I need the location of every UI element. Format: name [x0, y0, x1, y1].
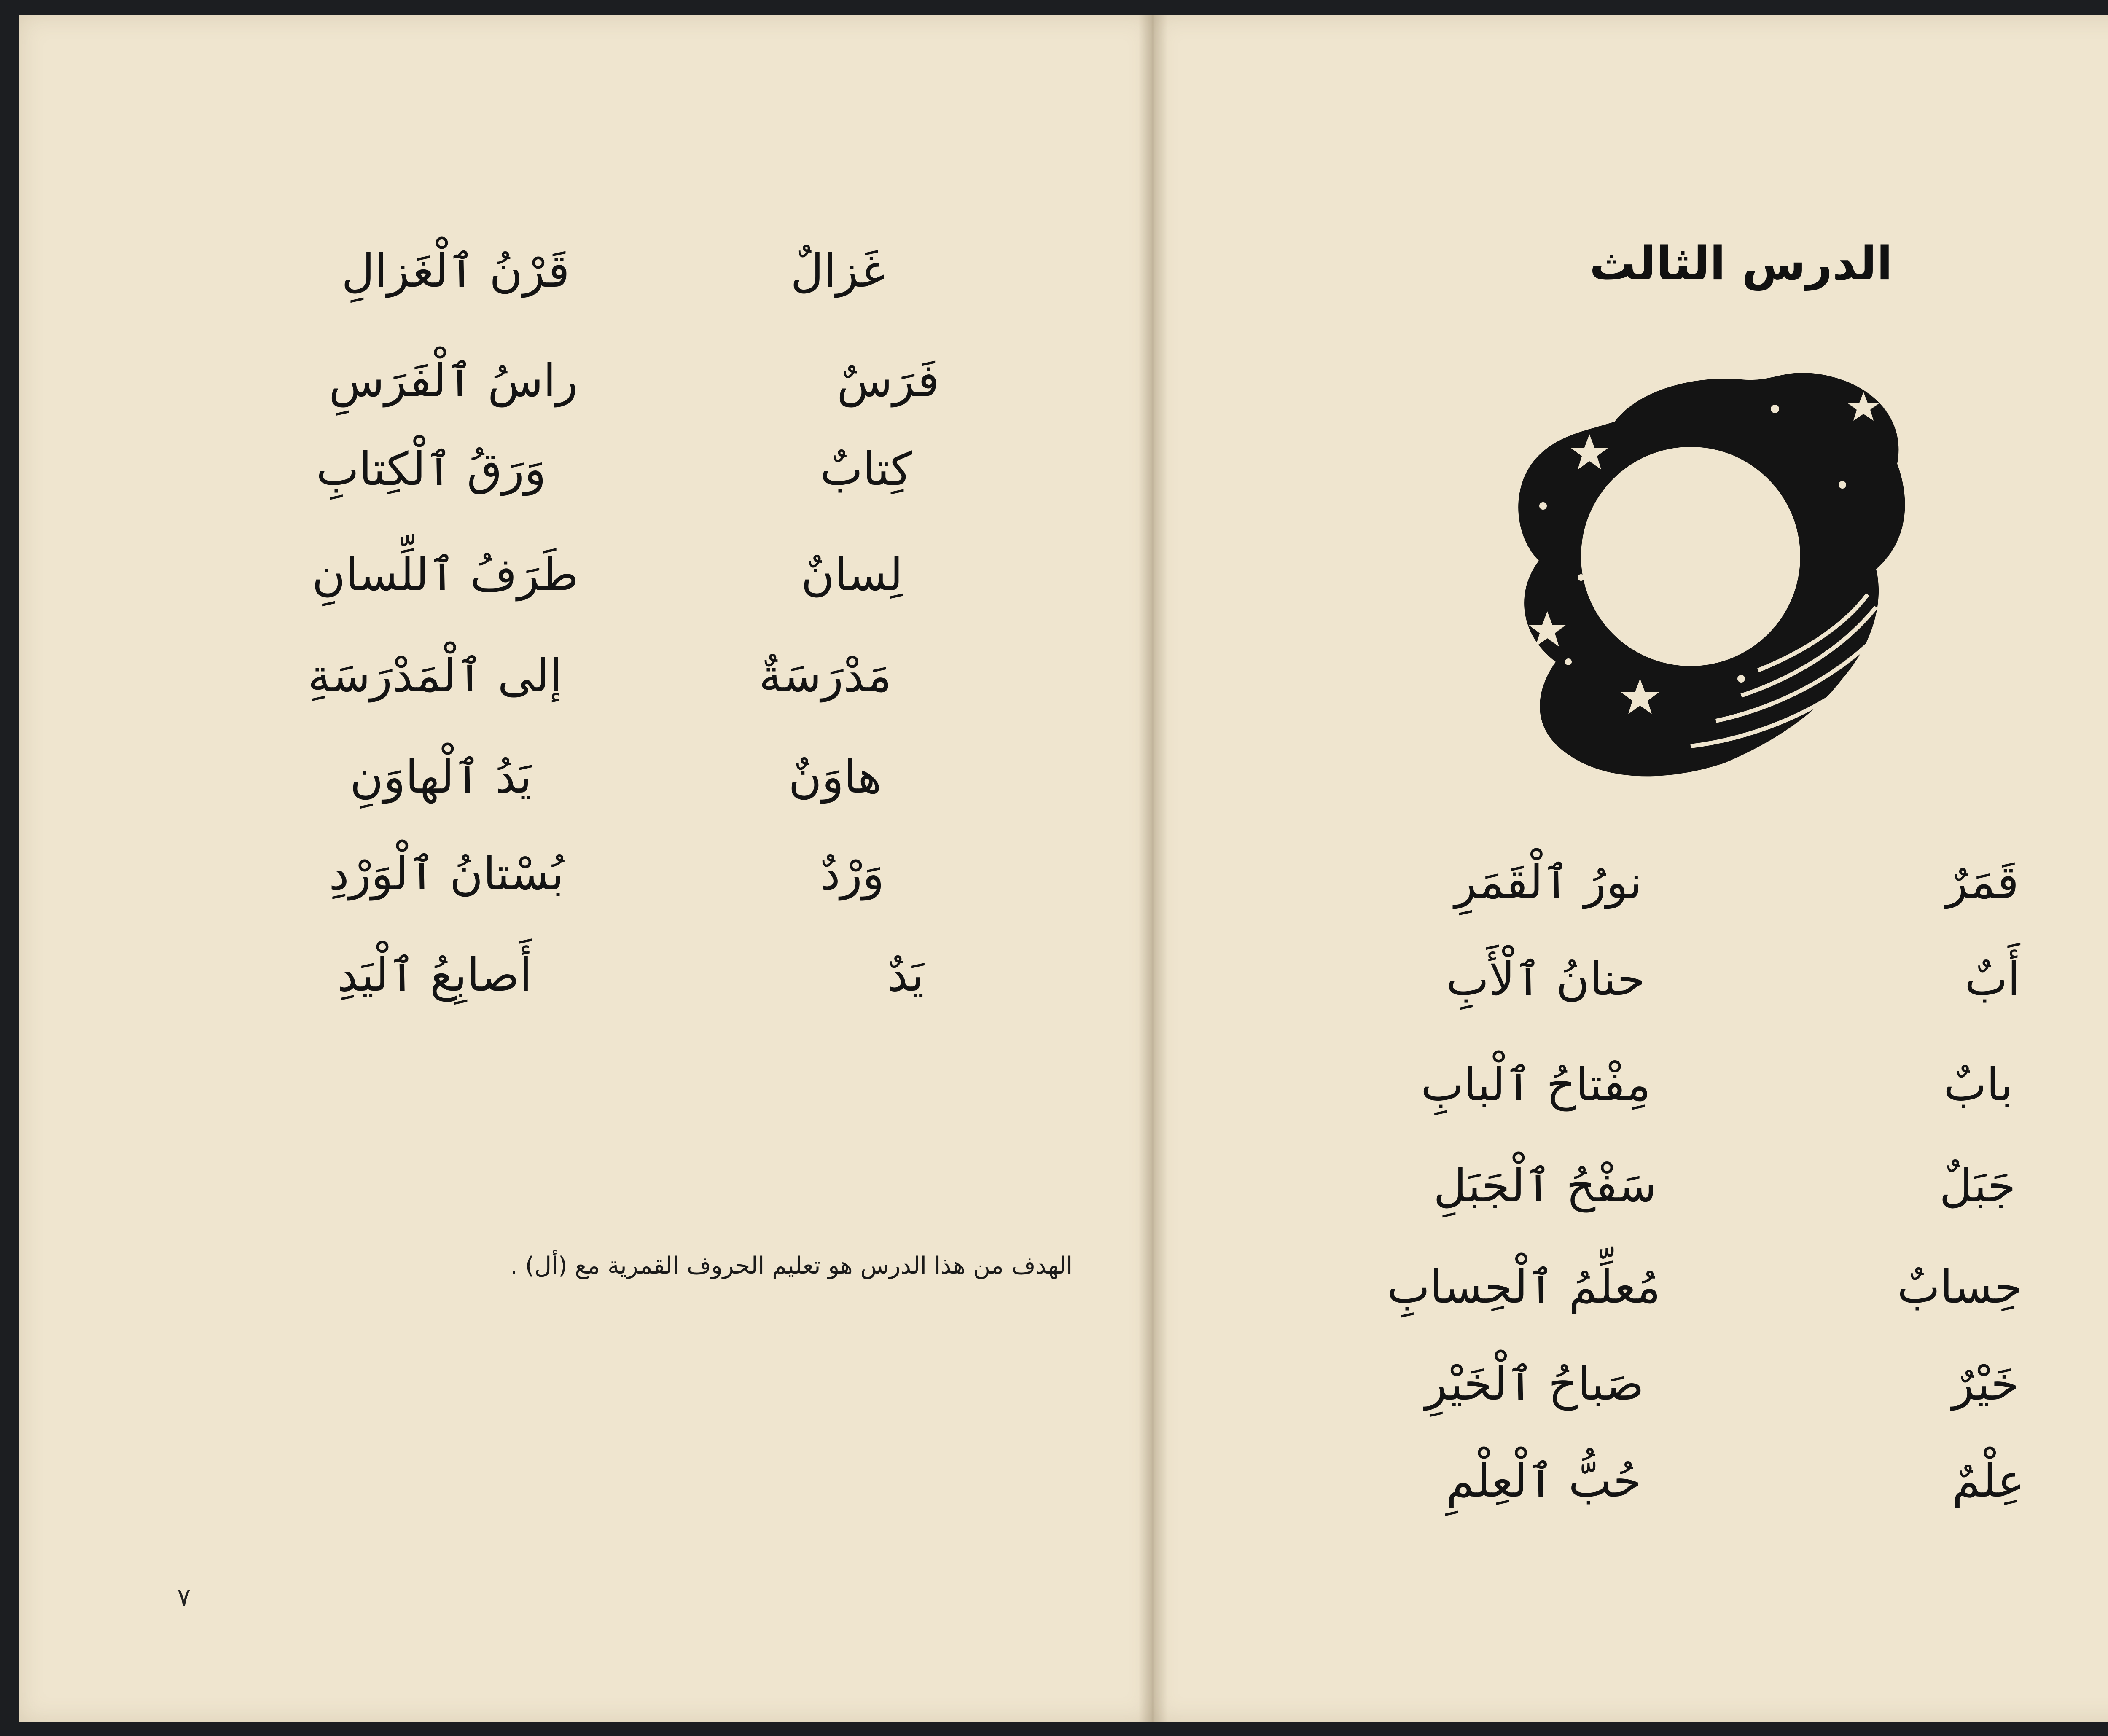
phrase-item: صَباحُ ٱلْخَيْرِ	[1425, 1358, 1644, 1411]
word-item: وَرْدٌ	[820, 848, 885, 900]
phrase-item: راسُ ٱلْفَرَسِ	[329, 355, 578, 407]
lesson-title: الدرس الثالث	[1589, 236, 1893, 290]
moon-stars-illustration-icon	[1505, 358, 1931, 793]
word-item: أَبٌ	[1965, 953, 2020, 1006]
word-item: كِتابٌ	[820, 443, 912, 496]
word-item: هاوَنٌ	[788, 751, 882, 804]
word-item: يَدٌ	[887, 949, 924, 1002]
book-gutter	[1138, 15, 1168, 1722]
word-item: بابٌ	[1944, 1059, 2013, 1111]
phrase-item: قَرْنُ ٱلْغَزالِ	[341, 245, 570, 298]
phrase-item: وَرَقُ ٱلْكِتابِ	[316, 443, 546, 496]
phrase-item: حُبُّ ٱلْعِلْمِ	[1446, 1455, 1642, 1508]
phrase-item: إلى ٱلْمَدْرَسَةِ	[308, 650, 562, 702]
word-item: حِسابٌ	[1897, 1261, 2023, 1314]
phrase-item: نورُ ٱلْقَمَرِ	[1455, 856, 1643, 909]
phrase-item: طَرَفُ ٱللِّسانِ	[312, 548, 579, 601]
word-item: فَرَسٌ	[837, 355, 940, 407]
word-item: خَيْرٌ	[1952, 1358, 2019, 1411]
left-page	[19, 15, 1153, 1722]
lesson-objective-note: الهدف من هذا الدرس هو تعليم الحروف القمرية مع (أل) .	[510, 1252, 1073, 1279]
word-item: مَدْرَسَةٌ	[759, 650, 892, 702]
word-item: جَبَلٌ	[1939, 1160, 2016, 1212]
word-item: عِلْمٌ	[1952, 1455, 2025, 1508]
phrase-item: أَصابِعُ ٱلْيَدِ	[337, 949, 532, 1002]
word-item: لِسانٌ	[801, 548, 903, 601]
word-item: غَزالٌ	[790, 245, 885, 298]
phrase-item: سَفْحُ ٱلْجَبَلِ	[1433, 1160, 1657, 1212]
phrase-item: بُسْتانُ ٱلْوَرْدِ	[329, 848, 564, 900]
phrase-item: مُعلِّمُ ٱلْحِسابِ	[1387, 1261, 1661, 1314]
phrase-item: مِفْتاحُ ٱلْبابِ	[1421, 1059, 1651, 1111]
word-item: قَمَرٌ	[1946, 856, 2019, 909]
phrase-item: يَدُ ٱلْهاوَنِ	[350, 751, 532, 804]
phrase-item: حنانُ ٱلْأَبِ	[1446, 953, 1646, 1006]
page-number-left: ٧	[177, 1583, 191, 1612]
